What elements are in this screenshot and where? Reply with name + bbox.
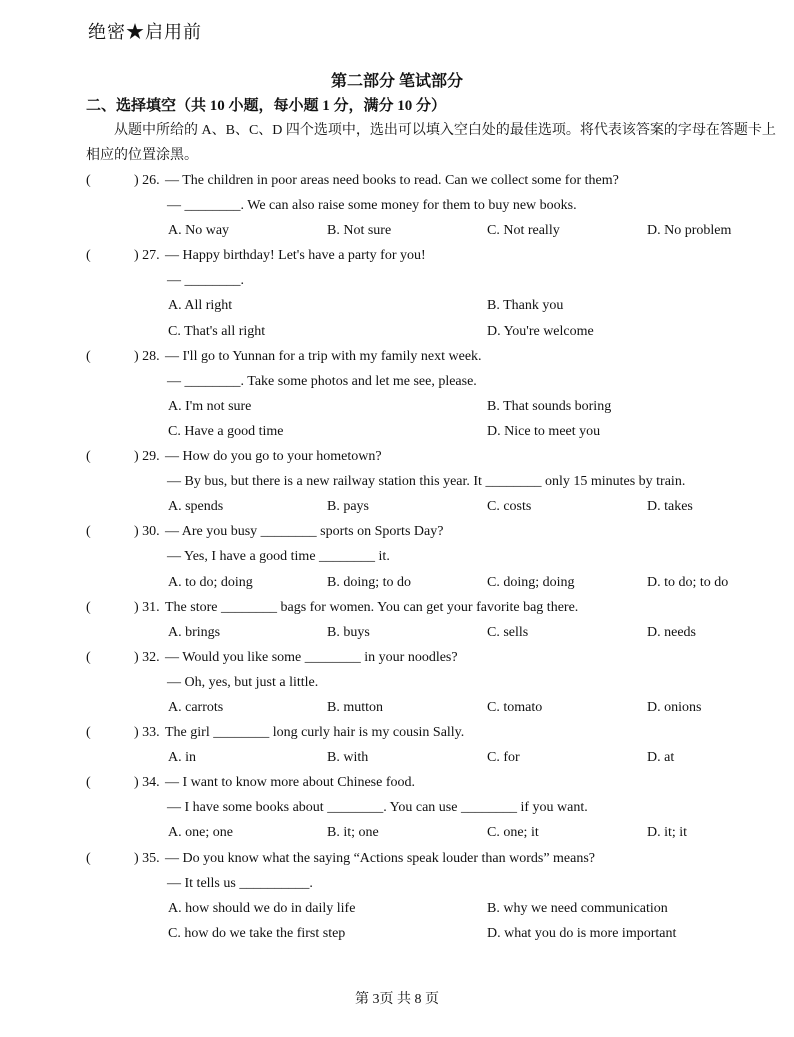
option-d[interactable]: D. takes	[647, 499, 693, 515]
question-33	[86, 720, 786, 745]
question-30	[86, 519, 786, 544]
question-number: ) 27.	[134, 248, 160, 264]
question-stem: The girl ________ long curly hair is my cousin Sally.	[165, 725, 465, 741]
option-a[interactable]: A. to do; doing	[168, 574, 253, 590]
part-title: 第二部分 笔试部分	[330, 73, 463, 90]
option-a[interactable]: A. carrots	[168, 699, 224, 715]
question-34	[86, 770, 786, 795]
option-a[interactable]: A. spends	[168, 499, 224, 515]
question-stem: The store ________ bags for women. You can get your favorite bag there.	[165, 599, 579, 615]
question-line	[86, 369, 786, 394]
option-b[interactable]: B. mutton	[327, 699, 384, 715]
option-d[interactable]: D. to do; to do	[647, 574, 729, 590]
question-stem: — I'll go to Yunnan for a trip with my family next week.	[165, 348, 482, 364]
answer-paren-open: (	[86, 775, 91, 791]
dialogue-line: — I have some books about ________. You can use ________ if you want.	[167, 800, 588, 816]
option-c[interactable]: C. one; it	[487, 825, 539, 841]
option-b[interactable]: B. it; one	[327, 825, 379, 841]
option-c[interactable]: C. Have a good time	[168, 423, 284, 439]
question-number: ) 28.	[134, 348, 160, 364]
options-row	[86, 394, 786, 419]
option-b[interactable]: B. doing; to do	[327, 574, 412, 590]
option-b[interactable]: B. pays	[327, 499, 369, 515]
question-line	[86, 469, 786, 494]
question-line	[86, 670, 786, 695]
question-number: ) 31.	[134, 599, 160, 615]
question-stem: — Are you busy ________ sports on Sports Day?	[165, 524, 444, 540]
question-line	[86, 544, 786, 569]
answer-paren-open: (	[86, 524, 91, 540]
dialogue-line: — ________. Take some photos and let me see, please.	[167, 373, 477, 389]
question-26	[86, 168, 786, 193]
question-list	[86, 168, 786, 946]
dialogue-line: — It tells us __________.	[167, 875, 313, 891]
option-b[interactable]: B. Thank you	[487, 298, 564, 314]
options-row	[86, 745, 786, 770]
answer-paren-open: (	[86, 173, 91, 188]
answer-paren-open: (	[86, 850, 91, 866]
option-d[interactable]: D. at	[647, 750, 675, 766]
option-d[interactable]: D. onions	[647, 699, 702, 715]
option-c[interactable]: C. Not really	[487, 223, 560, 239]
instructions: 从题中所给的 A、B、C、D 四个选项中，选出可以填入空白处的最佳选项。将代表该答案的字母在答题卡上相应的位置涂黑。	[86, 123, 776, 163]
question-number: ) 34.	[134, 775, 160, 791]
option-a[interactable]: A. brings	[168, 624, 221, 640]
question-number: ) 30.	[134, 524, 160, 540]
option-a[interactable]: A. No way	[168, 223, 230, 239]
dialogue-line: — Yes, I have a good time ________ it.	[167, 549, 390, 565]
option-b[interactable]: B. Not sure	[327, 223, 392, 239]
option-d[interactable]: D. it; it	[647, 825, 688, 841]
option-c[interactable]: C. tomato	[487, 699, 543, 715]
question-line	[86, 871, 786, 896]
option-a[interactable]: A. one; one	[168, 825, 233, 841]
question-29	[86, 444, 786, 469]
section-title: 二、选择填空（共 10 小题，每小题 1 分，满分 10 分）	[86, 98, 447, 114]
question-31	[86, 595, 786, 620]
answer-paren-open: (	[86, 248, 91, 264]
option-a[interactable]: A. in	[168, 750, 196, 766]
options-row	[86, 921, 786, 946]
option-d[interactable]: D. what you do is more important	[487, 925, 677, 941]
option-c[interactable]: C. sells	[487, 624, 529, 640]
question-27	[86, 243, 786, 268]
options-row	[86, 695, 786, 720]
question-line	[86, 795, 786, 820]
answer-paren-open: (	[86, 725, 91, 741]
option-b[interactable]: B. why we need communication	[487, 900, 668, 916]
option-d[interactable]: D. Nice to meet you	[487, 423, 601, 439]
option-c[interactable]: C. for	[487, 750, 520, 766]
question-28	[86, 344, 786, 369]
option-b[interactable]: B. buys	[327, 624, 370, 640]
option-b[interactable]: B. That sounds boring	[487, 398, 612, 414]
question-number: ) 33.	[134, 725, 160, 741]
option-a[interactable]: A. how should we do in daily life	[168, 900, 356, 916]
question-stem: — I want to know more about Chinese food.	[165, 775, 416, 791]
question-line	[86, 268, 786, 293]
question-number: ) 32.	[134, 649, 160, 665]
question-line	[86, 193, 786, 218]
options-row	[86, 293, 786, 318]
question-number: ) 29.	[134, 449, 160, 465]
options-row	[86, 820, 786, 845]
option-d[interactable]: D. You're welcome	[487, 323, 594, 339]
option-d[interactable]: D. needs	[647, 624, 696, 640]
question-number: ) 26.	[134, 173, 160, 188]
question-number: ) 35.	[134, 850, 160, 866]
options-row	[86, 620, 786, 645]
dialogue-line: — ________. We can also raise some money for them to buy new books.	[167, 198, 577, 214]
options-row	[86, 218, 786, 243]
option-c[interactable]: C. how do we take the first step	[168, 925, 346, 941]
dialogue-line: — ________.	[167, 273, 244, 289]
options-row	[86, 570, 786, 595]
option-c[interactable]: C. doing; doing	[487, 574, 575, 590]
dialogue-line: — By bus, but there is a new railway station this year. It ________ only 15 minutes by train.	[167, 474, 686, 490]
answer-paren-open: (	[86, 599, 91, 615]
option-a[interactable]: A. All right	[168, 298, 233, 314]
option-a[interactable]: A. I'm not sure	[168, 398, 252, 414]
question-stem: — Would you like some ________ in your noodles?	[165, 649, 458, 665]
question-stem: — The children in poor areas need books to read. Can we collect some for them?	[165, 173, 619, 188]
option-c[interactable]: C. costs	[487, 499, 532, 515]
options-row	[86, 319, 786, 344]
options-row	[86, 494, 786, 519]
secret-label: 绝密★启用前	[88, 22, 202, 42]
option-b[interactable]: B. with	[327, 750, 369, 766]
answer-paren-open: (	[86, 649, 91, 665]
answer-paren-open: (	[86, 348, 91, 364]
answer-paren-open: (	[86, 449, 91, 465]
options-row	[86, 419, 786, 444]
question-stem: — How do you go to your hometown?	[165, 449, 382, 465]
option-c[interactable]: C. That's all right	[168, 323, 266, 339]
dialogue-line: — Oh, yes, but just a little.	[167, 674, 319, 690]
question-stem: — Do you know what the saying “Actions speak louder than words” means?	[165, 850, 596, 866]
question-32	[86, 645, 786, 670]
page-footer: 第 3页 共 8 页	[355, 992, 439, 1007]
option-d[interactable]: D. No problem	[647, 223, 732, 239]
options-row	[86, 896, 786, 921]
question-35	[86, 846, 786, 871]
question-stem: — Happy birthday! Let's have a party for you!	[165, 248, 426, 264]
